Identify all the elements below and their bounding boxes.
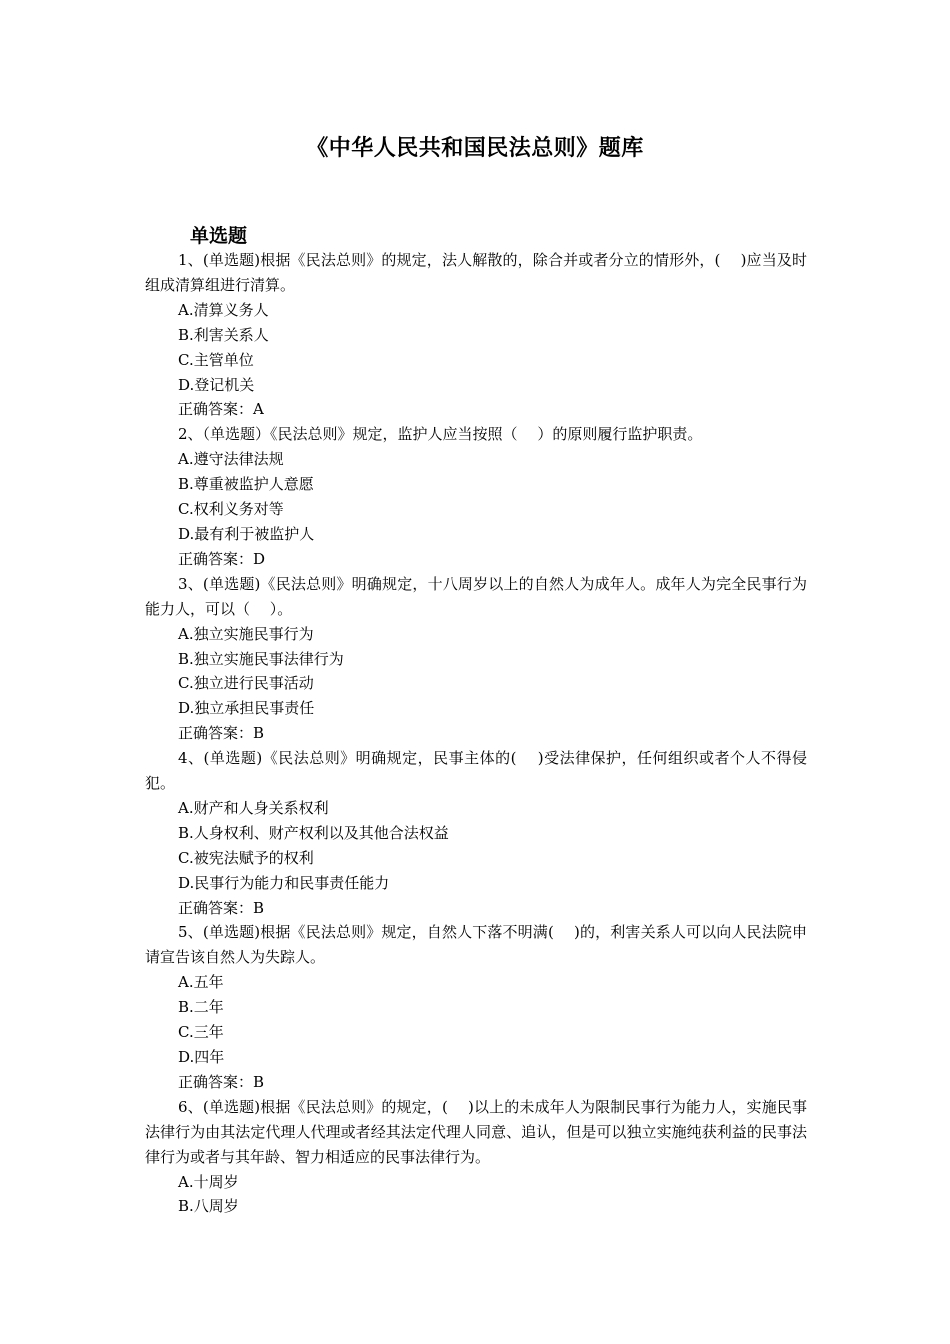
correct-answer: 正确答案：A [178, 400, 264, 419]
option-b: B.二年 [178, 998, 224, 1017]
correct-answer: 正确答案：B [178, 898, 265, 917]
correct-answer: 正确答案：B [178, 1072, 265, 1091]
option-b: B.利害关系人 [178, 325, 269, 344]
option-c: C.权利义务对等 [178, 500, 284, 519]
question-block [145, 1095, 807, 1220]
question-block [145, 572, 807, 746]
option-b: B.尊重被监护人意愿 [178, 475, 314, 494]
question-stem: 1、(单选题)根据《民法总则》的规定，法人解散的，除合并或者分立的情形外，( )应当及时组成清算组进行清算。 [145, 251, 807, 294]
option-a: A.独立实施民事行为 [178, 624, 314, 643]
question-stem: 2、（单选题）《民法总则》规定，监护人应当按照（ ）的原则履行监护职责。 [178, 425, 703, 444]
option-a: A.遵守法律法规 [178, 450, 284, 469]
section-heading: 单选题 [190, 225, 248, 247]
option-a: A.十周岁 [178, 1172, 239, 1191]
document-title: 《中华人民共和国民法总则》题库 [306, 136, 644, 161]
option-c: C.主管单位 [178, 350, 254, 369]
question-block [145, 422, 807, 571]
question-stem: 4、(单选题)《民法总则》明确规定，民事主体的( )受法律保护，任何组织或者个人不得侵犯。 [145, 749, 807, 793]
question-list [145, 248, 807, 1219]
question-stem: 5、(单选题)根据《民法总则》规定，自然人下落不明满( )的，利害关系人可以向人民法院申请宣告该自然人为失踪人。 [145, 923, 807, 967]
question-block [145, 746, 807, 920]
option-b: B.八周岁 [178, 1197, 239, 1216]
option-a: A.五年 [178, 973, 224, 992]
option-d: D.四年 [178, 1048, 225, 1066]
option-b: B.独立实施民事法律行为 [178, 649, 344, 668]
question-block [145, 248, 807, 422]
option-d: D.独立承担民事责任 [178, 699, 315, 718]
option-c: C.被宪法赋予的权利 [178, 848, 314, 867]
question-block [145, 920, 807, 1094]
correct-answer: 正确答案：B [178, 724, 265, 743]
option-d: D.民事行为能力和民事责任能力 [178, 873, 390, 892]
question-stem: 6、(单选题)根据《民法总则》的规定，( )以上的未成年人为限制民事行为能力人，实施民事法律行为由其法定代理人代理或者经其法定代理人同意、追认，但是可以独立实施纯获利益的民事法律行为或者与其年龄、智力相适应的民事法律行为。 [145, 1097, 807, 1166]
option-a: A.清算义务人 [178, 300, 269, 319]
option-b: B.人身权利、财产权利以及其他合法权益 [178, 823, 449, 842]
correct-answer: 正确答案：D [178, 549, 266, 568]
option-a: A.财产和人身关系权利 [178, 798, 329, 817]
option-d: D.最有利于被监护人 [178, 524, 315, 543]
option-c: C.三年 [178, 1023, 224, 1042]
question-stem: 3、(单选题)《民法总则》明确规定，十八周岁以上的自然人为成年人。成年人为完全民事行为能力人，可以（ ）。 [145, 574, 807, 618]
option-d: D.登记机关 [178, 375, 255, 394]
option-c: C.独立进行民事活动 [178, 674, 314, 693]
